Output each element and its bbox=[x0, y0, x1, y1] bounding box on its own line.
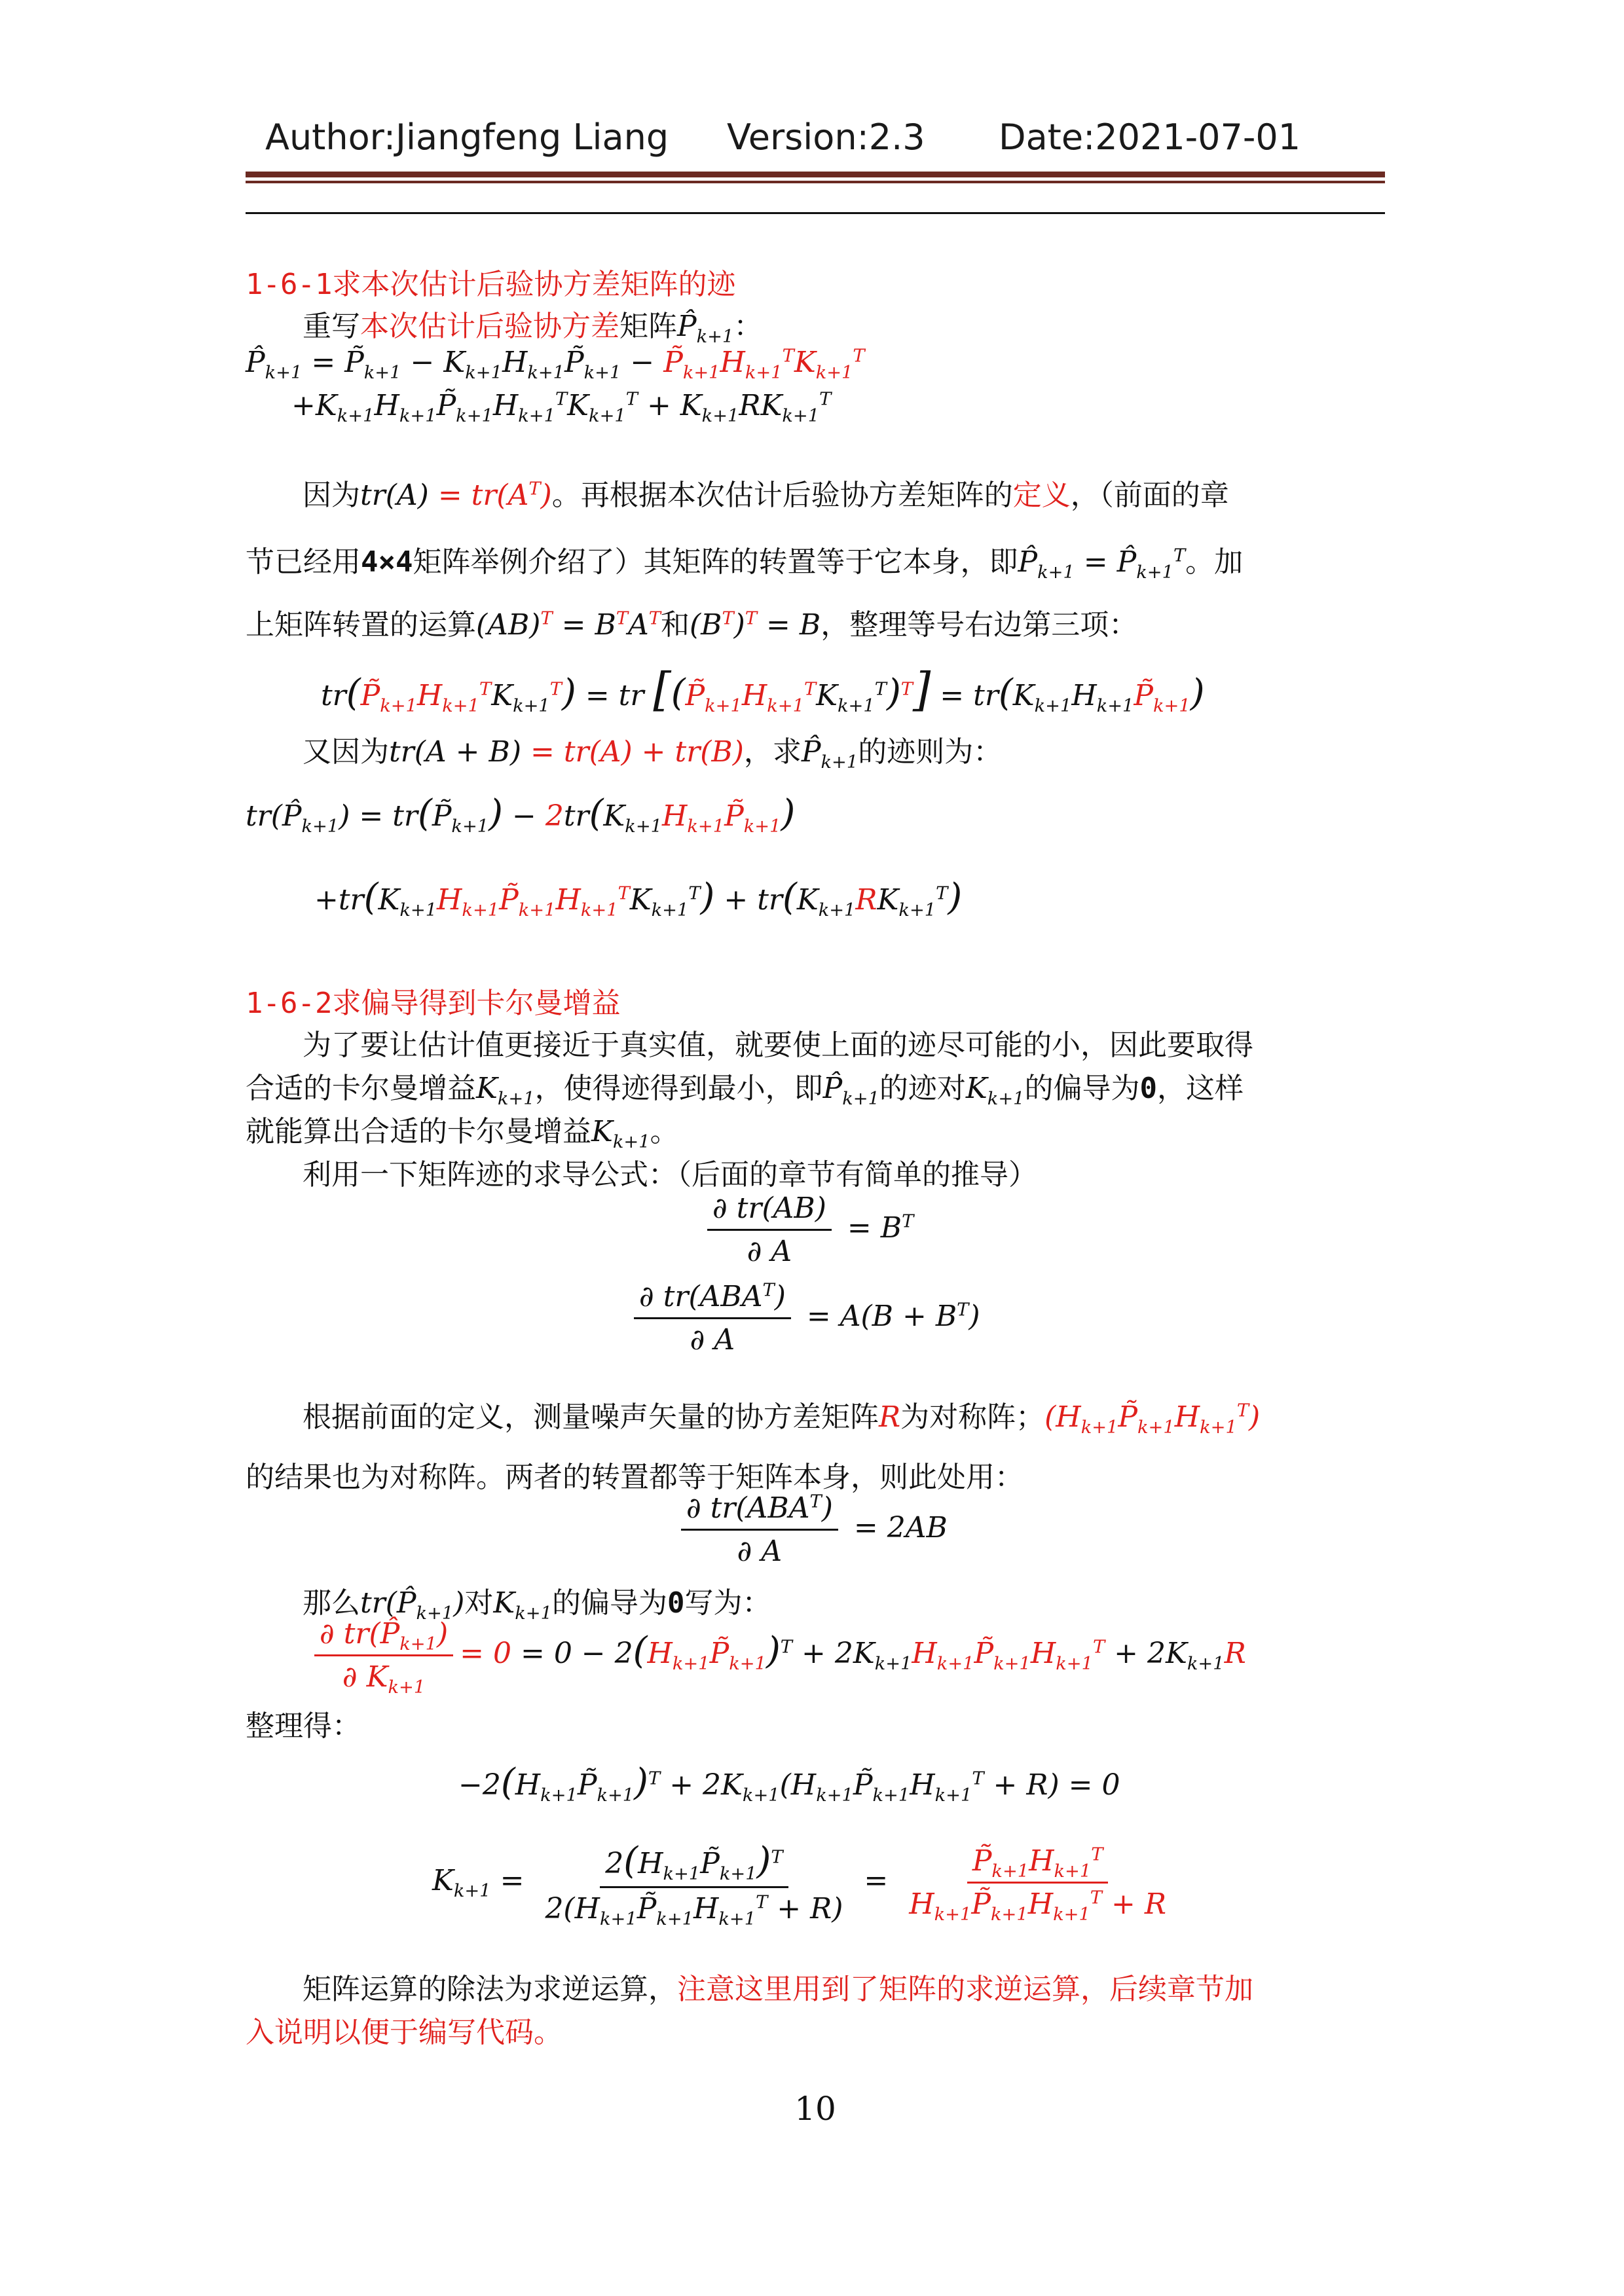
equation-posterior-expansion-2: $+K_{k+1}H_{k+1}P̃_{k+1}H_{k+1}^TK_{k+1}^T + K_{k+1}RK_{k+1}^T$ bbox=[291, 389, 832, 426]
header-rule-double bbox=[246, 181, 1385, 183]
paragraph-goal-3: 就能算出合适的卡尔曼增益$K_{k+1}$。 bbox=[246, 1115, 679, 1152]
equation-derivative-1: $\frac{\partial tr(AB)}{\partial A}$ = $B^T$ bbox=[701, 1192, 913, 1268]
paragraph-inverse-2: 入说明以便于编写代码。 bbox=[246, 2016, 563, 2049]
header-author: Author:Jiangfeng Liang bbox=[265, 117, 669, 158]
equation-posterior-expansion-1: $P̂_{k+1}$ = $P̃_{k+1}$ − $K_{k+1}H_{k+1}P̃_{k+1}$ − $P̃_{k+1}H_{k+1}^TK_{k+1}^T$ bbox=[246, 346, 865, 383]
paragraph-goal-1: 为了要让估计值更接近于真实值，就要使上面的迹尽可能的小，因此要取得 bbox=[303, 1029, 1253, 1062]
equation-simplified: $-2(H_{k+1}P̃_{k+1})^T$ + $2K_{k+1}(H_{k+1}P̃_{k+1}H_{k+1}^T + R) = 0$ bbox=[458, 1761, 1120, 1806]
section-heading-1-6-1 bbox=[246, 261, 735, 302]
header-version: Version:2.3 bbox=[727, 117, 925, 158]
equation-trace-1: $tr(P̂_{k+1})$ = $tr(P̃_{k+1})$ − $2tr(K_{k+1}H_{k+1}P̃_{k+1})$ bbox=[246, 792, 796, 837]
equation-kalman-gain: $K_{k+1}$ = $\frac{2(H_{k+1}P̃_{k+1})^T}{2(H_{k+1}P̃_{k+1}H_{k+1}^T + R)}$ = $\frac{P̃_{k+1}H_{k+1}^T}{H_{k+1}P̃_{k+1}H_{k+1}^T + R}$ bbox=[432, 1840, 1166, 1929]
section-number: 1-6-2 bbox=[246, 987, 333, 1020]
header-rule-thin bbox=[246, 212, 1385, 214]
paragraph-trace-sum: 又因为tr(A + B) = tr(A) + tr(B)，求$P̂_{k+1}$的迹则为： bbox=[303, 735, 1003, 773]
paragraph-symmetric-result: 的结果也为对称阵。两者的转置都等于矩阵本身，则此处用： bbox=[246, 1461, 1024, 1494]
paragraph-inverse-1: 矩阵运算的除法为求逆运算，注意这里用到了矩阵的求逆运算，后续章节加 bbox=[303, 1973, 1253, 2006]
paragraph-symmetric: 节已经用4×4矩阵举例介绍了）其矩阵的转置等于它本身，即$P̂_{k+1}$ = $P̂_{k+1}^T$。加 bbox=[246, 545, 1244, 583]
equation-partial-derivative: $\frac{\partial tr(P̂_{k+1})}{\partial K_{k+1}}$ = $0 = 0 - 2(H_{k+1}P̃_{k+1})^T$ + $2K_{k+1}H_{k+1}P̃_{k+1}H_{k+1}^T + 2K_{k+1}R$ bbox=[308, 1617, 1246, 1694]
paragraph-goal-2: 合适的卡尔曼增益$K_{k+1}$，使得迹得到最小，即$P̂_{k+1}$的迹对$K_{k+1}$的偏导为0，这样 bbox=[246, 1072, 1244, 1109]
paragraph-symmetric-R: 根据前面的定义，测量噪声矢量的协方差矩阵R为对称阵；$(H_{k+1}P̃_{k+1}H_{k+1}^T)$ bbox=[303, 1400, 1261, 1438]
equation-trace-2: $+tr(K_{k+1}H_{k+1}P̃_{k+1}H_{k+1}^TK_{k+1}^T) + tr(K_{k+1}RK_{k+1}^T)$ bbox=[314, 876, 963, 920]
header-rule-thick bbox=[246, 172, 1385, 177]
paragraph-derivative-formula: 利用一下矩阵迹的求导公式：（后面的章节有简单的推导） bbox=[303, 1158, 1037, 1192]
section-heading-1-6-2 bbox=[246, 979, 620, 1021]
paragraph-transpose-rules: 上矩阵转置的运算$(AB)^T = B^TA^T$和$(B^T)^T = B$，整理等号右边第三项： bbox=[246, 608, 1138, 642]
page-header bbox=[265, 117, 1378, 169]
header-date: Date:2021-07-01 bbox=[999, 117, 1301, 158]
equation-third-term: $tr(P̃_{k+1}H_{k+1}^TK_{k+1}^T)$ = tr $[(P̃_{k+1}H_{k+1}^TK_{k+1}^T)^T]$ = $tr(K_{k+1}H_{k+1}P̃_{k+1})$ bbox=[321, 663, 1205, 716]
section-title: 求本次估计后验协方差矩阵的迹 bbox=[332, 268, 736, 301]
paragraph-trace-transpose: 因为$tr(A) = tr(A^T)$。再根据本次估计后验协方差矩阵的定义，（前面的章 bbox=[303, 479, 1229, 512]
paragraph-rewrite: 重写本次估计后验协方差矩阵$P̂_{k+1}$： bbox=[303, 310, 763, 347]
section-number: 1-6-1 bbox=[246, 268, 333, 301]
equation-derivative-symmetric: $\frac{\partial tr(ABA^T)}{\partial A}$ = 2AB bbox=[674, 1491, 948, 1568]
paragraph-simplify: 整理得： bbox=[246, 1709, 361, 1743]
paragraph-partial: 那么$tr(P̂_{k+1})$对$K_{k+1}$的偏导为0写为： bbox=[303, 1586, 771, 1624]
equation-derivative-2: $\frac{\partial tr(ABA^T)}{\partial A}$ = $A(B + B^T)$ bbox=[627, 1280, 980, 1357]
section-title: 求偏导得到卡尔曼增益 bbox=[332, 987, 621, 1020]
page-number: 10 bbox=[794, 2090, 836, 2128]
